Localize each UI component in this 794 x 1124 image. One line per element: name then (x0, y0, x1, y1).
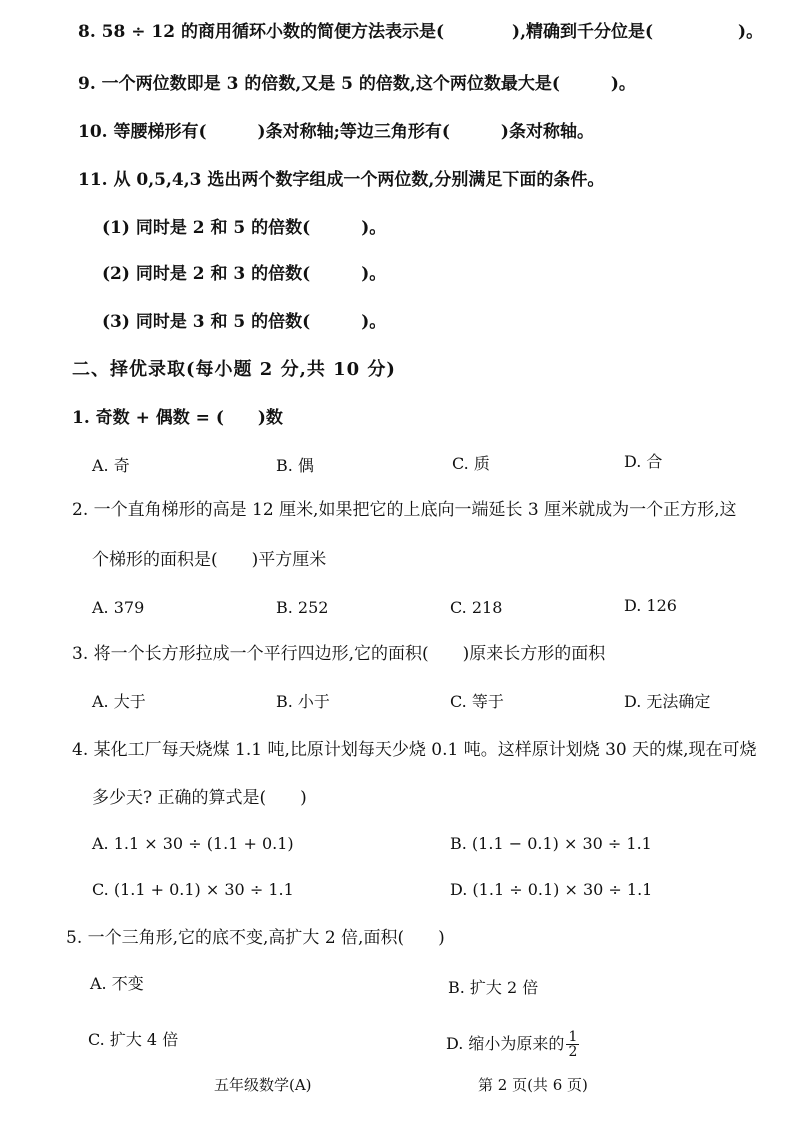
q2-option-c: C. 218 (450, 598, 503, 617)
q4-option-c: C. (1.1 + 0.1) × 30 ÷ 1.1 (92, 880, 294, 899)
q5-option-d-text: D. 缩小为原来的 (446, 1034, 565, 1053)
q4-option-d: D. (1.1 ÷ 0.1) × 30 ÷ 1.1 (450, 880, 653, 899)
q5-option-a: A. 不变 (90, 974, 144, 993)
q4-option-b: B. (1.1 − 0.1) × 30 ÷ 1.1 (450, 834, 652, 853)
q1-option-d: D. 合 (624, 452, 663, 471)
q2-option-d: D. 126 (624, 596, 677, 615)
q3-option-c: C. 等于 (450, 692, 504, 711)
footer-subject: 五年级数学(A) (214, 1076, 312, 1094)
choice-question-4-line-1: 4. 某化工厂每天烧煤 1.1 吨,比原计划每天少烧 0.1 吨。这样原计划烧 30 天的煤,现在可烧 (72, 740, 757, 760)
q1-option-a: A. 奇 (92, 456, 130, 475)
footer-page-number: 第 2 页(共 6 页) (478, 1076, 588, 1094)
q5-option-b: B. 扩大 2 倍 (448, 978, 539, 997)
choice-question-1: 1. 奇数 + 偶数 = ( )数 (72, 408, 283, 428)
q5-option-d (446, 1030, 579, 1059)
question-10: 10. 等腰梯形有( )条对称轴;等边三角形有( )条对称轴。 (78, 122, 594, 142)
question-11: 11. 从 0,5,4,3 选出两个数字组成一个两位数,分别满足下面的条件。 (78, 170, 605, 190)
q5-option-c: C. 扩大 4 倍 (88, 1030, 179, 1049)
choice-question-5: 5. 一个三角形,它的底不变,高扩大 2 倍,面积( ) (66, 928, 445, 948)
choice-question-2-line-1: 2. 一个直角梯形的高是 12 厘米,如果把它的上底向一端延长 3 厘米就成为一个正方形,这 (72, 500, 737, 520)
q3-option-a: A. 大于 (92, 692, 146, 711)
q2-option-a: A. 379 (92, 598, 145, 617)
fraction-denominator: 2 (568, 1044, 578, 1060)
choice-question-2-line-2: 个梯形的面积是( )平方厘米 (92, 550, 327, 570)
question-11-part-2: (2) 同时是 2 和 3 的倍数( )。 (102, 264, 387, 284)
q4-option-a: A. 1.1 × 30 ÷ (1.1 + 0.1) (92, 834, 294, 853)
q1-option-b: B. 偶 (276, 456, 314, 475)
choice-question-4-line-2: 多少天? 正确的算式是( ) (92, 788, 307, 808)
fraction-numerator: 1 (568, 1029, 578, 1045)
question-11-part-1: (1) 同时是 2 和 5 的倍数( )。 (102, 218, 387, 238)
q3-option-b: B. 小于 (276, 692, 330, 711)
question-11-part-3: (3) 同时是 3 和 5 的倍数( )。 (102, 312, 387, 332)
question-8: 8. 58 ÷ 12 的商用循环小数的简便方法表示是( ),精确到千分位是( )。 (78, 22, 764, 42)
q3-option-d: D. 无法确定 (624, 692, 711, 711)
q2-option-b: B. 252 (276, 598, 329, 617)
choice-question-3: 3. 将一个长方形拉成一个平行四边形,它的面积( )原来长方形的面积 (72, 644, 606, 664)
section-2-heading: 二、择优录取(每小题 2 分,共 10 分) (72, 359, 396, 380)
q1-option-c: C. 质 (452, 454, 490, 473)
fraction-one-half (566, 1030, 579, 1059)
question-9: 9. 一个两位数即是 3 的倍数,又是 5 的倍数,这个两位数最大是( )。 (78, 74, 636, 94)
